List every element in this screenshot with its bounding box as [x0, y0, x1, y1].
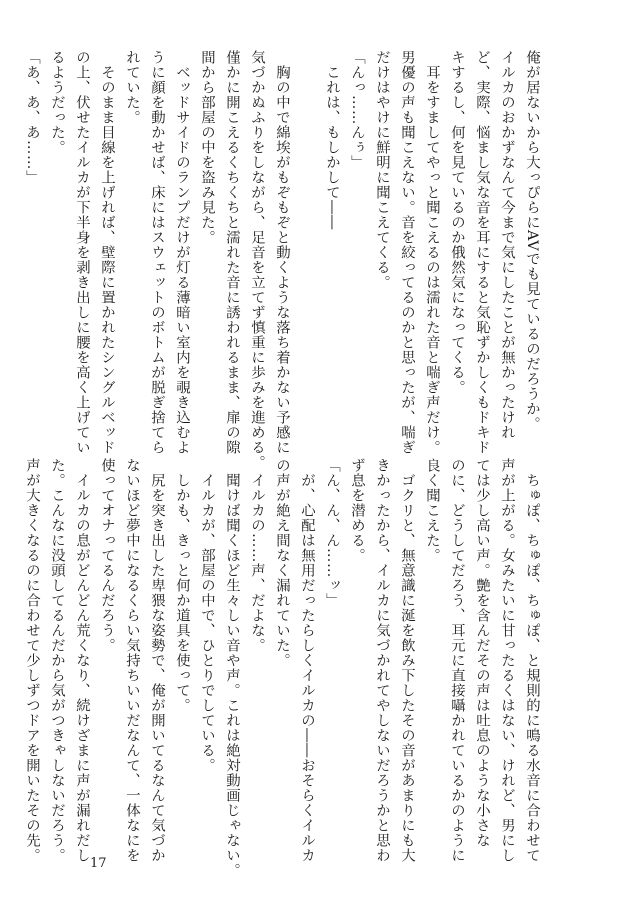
- text-line: 「んっ……んぅ」: [349, 50, 365, 170]
- text-line: 間から部屋の中を盗み見た。: [199, 50, 215, 245]
- text-line: 「ん、ん、ん……ッ」: [324, 458, 340, 608]
- text-line: 耳をすましてやっと聞こえるのは濡れた音と喘ぎ声だけ。: [424, 50, 440, 455]
- text-line: 男優の声も聞こえない。音を絞ってるのかと思ったが、喘ぎ: [399, 50, 415, 455]
- text-line: イルカの息がどんどん荒くなり、続けざまに声が漏れだし: [74, 458, 90, 863]
- text-line: の上、伏せたイルカが下半身を剥き出しに腰を高く上げてい: [74, 50, 90, 455]
- text-line: イルカの……声、だよな。: [249, 458, 265, 653]
- text-line: 尻を突き出した卑猥な姿勢で、俺が開いてるなんて気づか: [149, 458, 165, 863]
- text-line: そのまま目線を上げれば、壁際に置かれたシングルベッド: [99, 50, 115, 455]
- text-line: イルカのおかずなんて今まで気にしたことが無かったけれ: [499, 50, 515, 440]
- text-line: ベッドサイドのランプだけが灯る薄暗い室内を覗き込むよ: [174, 50, 190, 455]
- text-line: ないほど夢中になるくらい気持ちいいだなんて、一体なにを: [124, 458, 140, 863]
- text-line: ず息を潜める。: [349, 458, 365, 563]
- text-line: 声が大きくなるのに合わせて少しずつドアを開いたその先。: [24, 458, 40, 863]
- text-line: 聞けば聞くほど生々しい音や声。これは絶対動画じゃない。: [224, 458, 240, 878]
- text-line: しかも、きっと何か道具を使って。: [174, 458, 190, 713]
- text-line: のに、どうしてだろう、耳元に直接囁かれているかのように: [449, 458, 465, 863]
- text-line: ては少し高い声。艶を含んだその声は吐息のような小さな: [474, 458, 490, 848]
- blank-line: [294, 50, 319, 435]
- text-line: ど、実際、悩まし気な音を耳にすると気恥ずかしくもドキド: [474, 50, 490, 455]
- text-line: の声が絶え間なく漏れていた。: [274, 458, 290, 668]
- text-line: キするし、何を見ているのか俄然気になってくる。: [449, 50, 465, 395]
- text-line: イルカが、部屋の中で、ひとりでしている。: [199, 458, 215, 773]
- text-line: た。こんなに没頭してるんだから気がつきゃしないだろう。: [49, 458, 65, 863]
- text-block-upper: [24, 50, 544, 470]
- text-line: 僅かに開こえるくちくちと濡れた音に誘われるまま、扉の隙: [224, 50, 240, 455]
- text-line: ちゅぽ、ちゅぽ、ちゅぽ、と規則的に鳴る水音に合わせて: [524, 458, 540, 863]
- text-line: 気づかぬふりをしながら、足音を立てず慎重に歩みを進める。: [249, 50, 265, 470]
- text-line: が、心配は無用だったらしくイルカの――おそらくイルカ: [299, 458, 315, 863]
- text-line: 俺が居ないから大っぴらにAVでも見ているのだろうか。: [524, 50, 540, 432]
- text-line: 使ってオナってるんだろう。: [99, 458, 115, 653]
- text-line: 声が上がる。女みたいに甘ったるくはない、けれど、男にし: [499, 458, 515, 863]
- text-line: これは、もしかして――: [324, 50, 340, 230]
- text-line: 「あ、あ、あ……」: [24, 50, 40, 185]
- text-line: 良く聞こえた。: [424, 458, 440, 563]
- text-line: きかったから、イルカに気づかれてやしないだろうかと思わ: [374, 458, 390, 863]
- text-line: れていた。: [124, 50, 140, 125]
- text-line: うに顔を動かせば、床にはスウェットのボトムが脱ぎ捨てら: [149, 50, 165, 455]
- text-line: るようだった。: [49, 50, 65, 155]
- text-line: だけはやけに鮮明に聞こえてくる。: [374, 50, 390, 290]
- text-line: 胸の中で綿埃がもぞもぞと動くような落ち着かない予感に: [274, 50, 290, 455]
- text-line: ゴクリと、無意識に涎を飲み下したその音があまりにも大: [399, 458, 415, 863]
- page-number: 17: [90, 856, 107, 871]
